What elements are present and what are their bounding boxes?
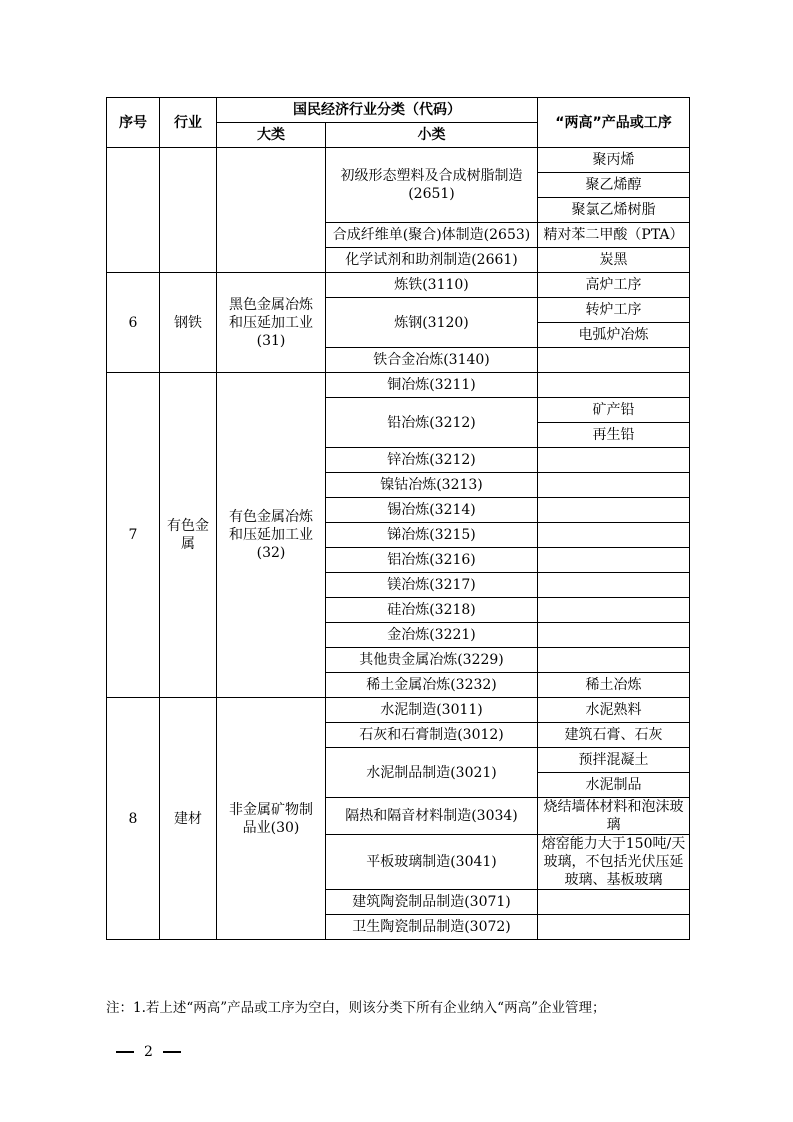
product-cell — [538, 890, 690, 915]
product-cell — [538, 373, 690, 398]
product-cell — [538, 598, 690, 623]
product-cell: 熔窑能力大于150吨/天玻璃，不包括光伏压延玻璃、基板玻璃 — [538, 835, 690, 890]
minor-class-cell: 金冶炼(3221) — [326, 623, 538, 648]
header-industry: 行业 — [160, 98, 217, 148]
minor-class-cell: 水泥制造(3011) — [326, 698, 538, 723]
product-cell — [538, 498, 690, 523]
header-major: 大类 — [217, 123, 326, 148]
product-cell — [538, 623, 690, 648]
minor-class-cell: 炼钢(3120) — [326, 298, 538, 348]
minor-class-cell: 其他贵金属冶炼(3229) — [326, 648, 538, 673]
product-cell — [538, 448, 690, 473]
table-row — [107, 148, 690, 173]
minor-class-cell: 化学试剂和助剂制造(2661) — [326, 248, 538, 273]
product-cell: 预拌混凝土 — [538, 748, 690, 773]
product-cell: 水泥熟料 — [538, 698, 690, 723]
seq-cell: 6 — [107, 273, 160, 373]
product-cell: 聚乙烯醇 — [538, 173, 690, 198]
major-class-cell: 非金属矿物制品业(30) — [217, 698, 326, 940]
minor-class-cell: 锡冶炼(3214) — [326, 498, 538, 523]
product-cell — [538, 348, 690, 373]
header-seq: 序号 — [107, 98, 160, 148]
page-number — [106, 1044, 191, 1060]
industry-cell: 钢铁 — [160, 273, 217, 373]
industry-cell: 建材 — [160, 698, 217, 940]
product-cell — [538, 648, 690, 673]
header-minor: 小类 — [326, 123, 538, 148]
product-cell: 聚氯乙烯树脂 — [538, 198, 690, 223]
industry-cell-blank — [160, 148, 217, 273]
minor-class-cell: 铁合金冶炼(3140) — [326, 348, 538, 373]
minor-class-cell: 初级形态塑料及合成树脂制造(2651) — [326, 148, 538, 223]
minor-class-cell: 硅冶炼(3218) — [326, 598, 538, 623]
page-dash-right — [163, 1051, 181, 1053]
product-cell: 矿产铅 — [538, 398, 690, 423]
minor-class-cell: 铝冶炼(3216) — [326, 548, 538, 573]
product-cell: 烧结墙体材料和泡沫玻璃 — [538, 798, 690, 835]
product-cell — [538, 473, 690, 498]
major-class-cell: 黑色金属冶炼和压延加工业(31) — [217, 273, 326, 373]
page-dash-left — [116, 1051, 134, 1053]
product-cell — [538, 573, 690, 598]
product-cell: 聚丙烯 — [538, 148, 690, 173]
minor-class-cell: 铅冶炼(3212) — [326, 398, 538, 448]
minor-class-cell: 石灰和石膏制造(3012) — [326, 723, 538, 748]
product-cell: 高炉工序 — [538, 273, 690, 298]
product-cell: 炭黑 — [538, 248, 690, 273]
minor-class-cell: 炼铁(3110) — [326, 273, 538, 298]
minor-class-cell: 隔热和隔音材料制造(3034) — [326, 798, 538, 835]
industry-cell: 有色金属 — [160, 373, 217, 698]
minor-class-cell: 合成纤维单(聚合)体制造(2653) — [326, 223, 538, 248]
product-cell: 建筑石膏、石灰 — [538, 723, 690, 748]
product-cell: 水泥制品 — [538, 773, 690, 798]
minor-class-cell: 平板玻璃制造(3041) — [326, 835, 538, 890]
minor-class-cell: 镁冶炼(3217) — [326, 573, 538, 598]
product-cell — [538, 915, 690, 940]
major-class-cell: 有色金属冶炼和压延加工业(32) — [217, 373, 326, 698]
industry-table — [106, 97, 690, 940]
minor-class-cell: 镍钴冶炼(3213) — [326, 473, 538, 498]
table-row — [107, 273, 690, 298]
product-cell: 转炉工序 — [538, 298, 690, 323]
product-cell — [538, 548, 690, 573]
minor-class-cell: 建筑陶瓷制品制造(3071) — [326, 890, 538, 915]
minor-class-cell: 卫生陶瓷制品制造(3072) — [326, 915, 538, 940]
footnote: 注：1.若上述“两高”产品或工序为空白，则该分类下所有企业纳入“两高”企业管理； — [106, 1000, 606, 1016]
table-row — [107, 698, 690, 723]
page-number-text: 2 — [144, 1044, 153, 1060]
product-cell: 精对苯二甲酸（PTA） — [538, 223, 690, 248]
seq-cell: 7 — [107, 373, 160, 698]
product-cell: 再生铅 — [538, 423, 690, 448]
product-cell: 电弧炉冶炼 — [538, 323, 690, 348]
product-cell — [538, 523, 690, 548]
major-class-cell-blank — [217, 148, 326, 273]
table-row — [107, 373, 690, 398]
minor-class-cell: 锌冶炼(3212) — [326, 448, 538, 473]
minor-class-cell: 水泥制品制造(3021) — [326, 748, 538, 798]
seq-cell-blank — [107, 148, 160, 273]
minor-class-cell: 锑冶炼(3215) — [326, 523, 538, 548]
header-classification: 国民经济行业分类（代码） — [217, 98, 538, 123]
minor-class-cell: 铜冶炼(3211) — [326, 373, 538, 398]
minor-class-cell: 稀土金属冶炼(3232) — [326, 673, 538, 698]
header-product: “两高”产品或工序 — [538, 98, 690, 148]
product-cell: 稀土冶炼 — [538, 673, 690, 698]
seq-cell: 8 — [107, 698, 160, 940]
